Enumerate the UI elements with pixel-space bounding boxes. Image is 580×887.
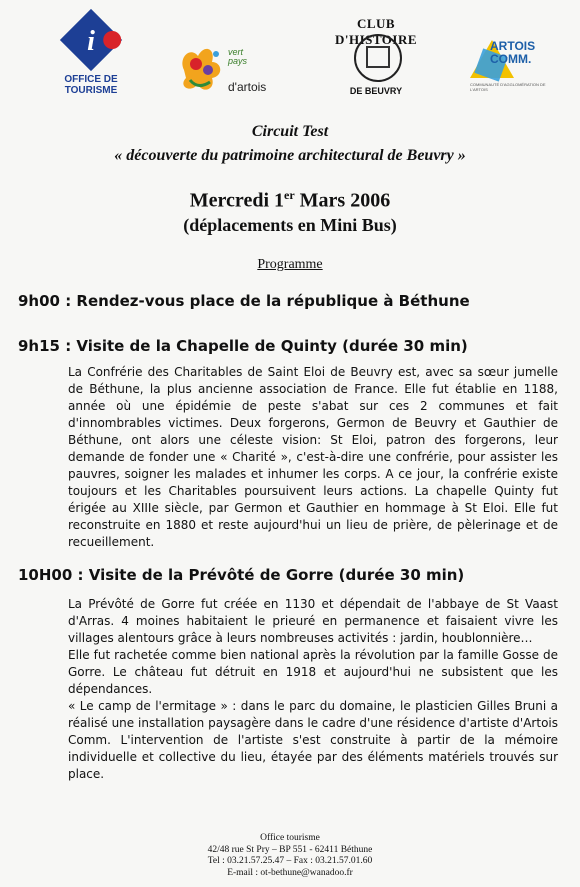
footer-email: E-mail : ot-bethune@wanadoo.fr bbox=[227, 867, 353, 878]
document-subtitle: « découverte du patrimoine architectural de Beuvry » bbox=[114, 147, 466, 164]
transport-mode: (déplacements en Mini Bus) bbox=[183, 215, 397, 235]
paragraph: Elle fut rachetée comme bien national après la révolution par la famille Gosse de Gorre. Le château fut détruit en 1918 et aujourd'hui ne subsistent que les dépendances. bbox=[68, 648, 558, 696]
event-date: Mercredi 1er Mars 2006 bbox=[189, 188, 391, 212]
footer-line: Tel : 03.21.57.25.47 – Fax : 03.21.57.01.60 bbox=[207, 856, 373, 866]
footer-line: 42/48 rue St Pry – BP 551 - 62411 Béthune bbox=[207, 844, 373, 855]
section-heading-9h15: 9h15 : Visite de la Chapelle de Quinty (durée 30 min) bbox=[18, 337, 468, 355]
section-heading-9h00: 9h00 : Rendez-vous place de la république à Béthune bbox=[18, 292, 470, 310]
programme-heading: Programme bbox=[257, 257, 323, 272]
club-histoire-logo: CLUB D'HISTOIRE DE BEUVRY bbox=[326, 14, 426, 100]
prevote-gorre-description bbox=[68, 596, 558, 783]
artois-comm-logo: ARTOIS COMM. COMMUNAUTÉ D'AGGLOMÉRATION DE L'ARTOIS bbox=[470, 39, 546, 92]
colorful-figures-icon bbox=[176, 40, 228, 96]
paragraph: « Le camp de l'ermitage » : dans le parc du domaine, le plasticien Gilles Bruni a réalisé une installation paysagère dans le cadre d'une résidence d'artiste d'Artois Comm. L'intervention de l'artiste s'est construite à partir de la mémoire individuelle et collective du lieu, étayée par des éléments matériels trouvés sur place. bbox=[68, 699, 558, 781]
section-heading-10h00: 10H00 : Visite de la Prévôté de Gorre (durée 30 min) bbox=[18, 566, 465, 584]
footer-line: Office tourisme bbox=[260, 833, 320, 843]
document-title: Circuit Test bbox=[251, 123, 329, 140]
office-de-tourisme-label: OFFICE DE TOURISME bbox=[64, 74, 118, 96]
chapelle-quinty-description: La Confrérie des Charitables de Saint Eloi de Beuvry est, avec sa sœur jumelle de Béthune, la plus ancienne association de France. Elle fut établie en 1188, année où une épidémie de peste s'abat sur ces 2 communes et fait d'innombrables victimes. Deux forgerons, Germon de Beuvry et Gauthier de Béthune, ont alors une céleste vision: St Eloi, patron des forgerons, leur demande de fonder une « Charité », c'est-à-dire une confrérie, pour assister les pauvres, soigner les malades et inhumer les corps. A ce jour, la confrérie existe toujours et les Charitables poursuivent leurs actions. La chapelle Quinty fut érigée au XIIIe siècle, par Germon et Gauthier en hommage à St Eloi. Elle fut reconstruite en 1880 et reste aujourd'hui un lieu de prière, de pèlerinage et de recueillement. bbox=[68, 365, 558, 549]
office-de-tourisme-logo: i OFFICE DE TOURISME bbox=[56, 14, 126, 94]
club-histoire-arc-text: CLUB D'HISTOIRE bbox=[334, 16, 418, 47]
paragraph: La Prévôté de Gorre fut créée en 1130 et dépendait de l'abbaye de St Vaast d'Arras. 4 moines habitaient le prieuré en permanence et faisaient vivre les villages alentours grâce à leurs nombreuses activités : jardin, houblonnière… bbox=[68, 597, 558, 645]
building-icon bbox=[366, 46, 390, 68]
footer-contact bbox=[0, 833, 580, 879]
vert-pays-dartois-logo: vert pays d'artois bbox=[176, 40, 276, 98]
